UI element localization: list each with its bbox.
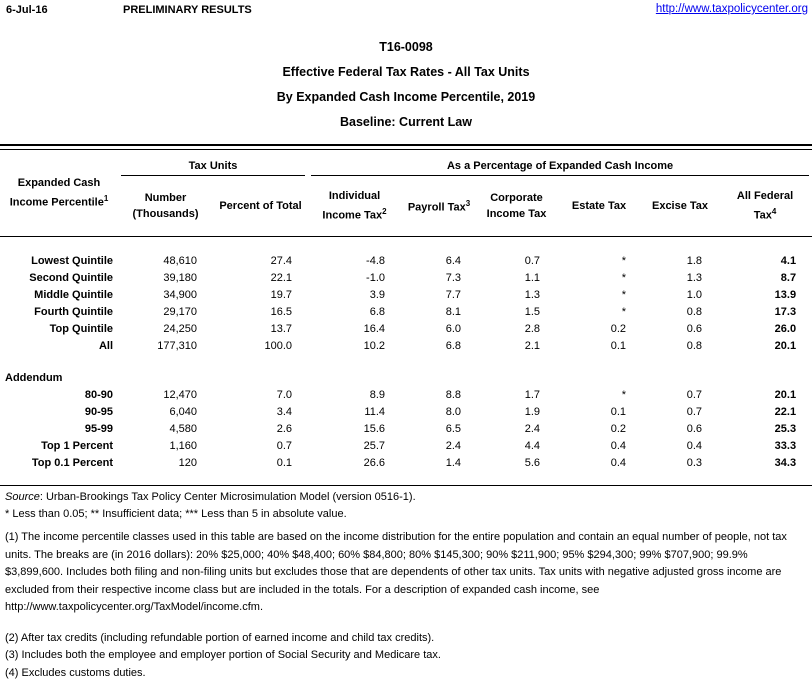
value-cell: * [621,305,627,318]
preliminary-results-label: PRELIMINARY RESULTS [123,4,252,16]
source-label: Source [5,491,40,503]
header-label-line: (Thousands) [132,208,199,220]
value-cell: 0.3 [686,456,703,469]
value-cell: 34.3 [774,456,797,469]
table-row [0,337,812,354]
row-label: All [98,339,113,352]
value-cell: 19.7 [270,288,293,301]
header-label-line: Excise Tax [651,200,709,212]
addendum-row [0,369,812,386]
value-cell: 6,040 [169,405,197,418]
value-cell: 48,610 [163,254,197,267]
value-cell: * [621,271,627,284]
title-block [0,41,812,129]
column-header [718,176,812,237]
footnote-ref: 2 [382,207,387,217]
legend-note: * Less than 0.05; ** Insufficient data; *** Less than 5 in absolute value. [5,508,347,520]
value-cell: 1.4 [445,456,462,469]
value-cell: 0.1 [610,405,627,418]
value-cell: 12,470 [163,388,197,401]
value-cell: 0.2 [610,422,627,435]
value-cell: 1.8 [686,254,703,267]
value-cell: 0.7 [686,388,703,401]
row-label: Top 0.1 Percent [31,456,113,469]
value-cell: 1.3 [524,288,541,301]
table-body [0,237,812,486]
value-cell: -1.0 [366,271,386,284]
footnote-4: (4) Excludes customs duties. [5,666,146,679]
topbar [0,0,812,19]
value-cell: 25.3 [774,422,797,435]
table-header [0,150,812,237]
value-cell: * [621,254,627,267]
table-row [0,454,812,471]
title-line-1: Effective Federal Tax Rates - All Tax Units [282,65,530,79]
value-cell: 0.1 [610,339,627,352]
header-label-line: Income Tax$^2$ [322,207,387,222]
value-cell: 29,170 [163,305,197,318]
value-cell: 177,310 [157,339,197,352]
value-cell: 7.7 [445,288,462,301]
value-cell: 34,900 [163,288,197,301]
value-cell: 22.1 [270,271,293,284]
value-cell: 8.0 [445,405,462,418]
row-label: 80-90 [84,388,113,401]
value-cell: 16.5 [270,305,293,318]
value-cell: 0.6 [686,422,703,435]
value-cell: 17.3 [774,305,797,318]
value-cell: 0.7 [524,254,541,267]
group-header [118,150,308,176]
title-line-2: By Expanded Cash Income Percentile, 2019 [276,90,536,104]
value-cell: 1.0 [686,288,703,301]
value-cell: 2.4 [445,439,462,452]
footnote-2: (2) After tax credits (including refundable portion of earned income and child tax credits). [5,631,435,644]
header-label-row [0,176,812,237]
spacer-row [0,471,812,485]
value-cell: -4.8 [366,254,386,267]
value-cell: 1.9 [524,405,541,418]
value-cell: 10.2 [363,339,386,352]
value-cell: 6.8 [445,339,462,352]
value-cell: 7.0 [276,388,293,401]
row-label: Top 1 Percent [41,439,113,452]
value-cell: 6.4 [445,254,462,267]
value-cell: 26.0 [774,322,797,335]
value-cell: * [621,388,627,401]
source-note [5,489,807,506]
report-id: T16-0098 [379,40,433,54]
table-row [0,420,812,437]
value-cell: 7.3 [445,271,462,284]
value-cell: 8.1 [445,305,462,318]
value-cell: 27.4 [270,254,293,267]
value-cell: 33.3 [774,439,797,452]
footnote-ref: 3 [465,199,471,209]
table-row [0,286,812,303]
value-cell: 1,160 [169,439,197,452]
addendum-label: Addendum [5,371,63,384]
value-cell: 1.5 [524,305,541,318]
row-label: Middle Quintile [34,288,113,301]
group-header-label: As a Percentage of Expanded Cash Income [311,155,809,176]
value-cell: * [621,288,627,301]
value-cell: 3.4 [276,405,293,418]
column-header [477,176,556,237]
footnotes [0,486,812,682]
value-cell: 15.6 [363,422,386,435]
notes-container [5,529,807,682]
spacer-cell [0,354,812,369]
value-cell: 6.8 [369,305,386,318]
stub-header [0,150,118,237]
value-cell: 1.3 [686,271,703,284]
value-cell: 16.4 [363,322,386,335]
header-label-line: Percent of Total [219,200,302,212]
header-label-line: Income Tax [486,208,547,220]
value-cell: 22.1 [774,405,797,418]
table-row [0,386,812,403]
spacer-row [0,237,812,253]
header-group-row [0,150,812,176]
value-cell: 4.1 [780,254,797,267]
footnote-ref: 4 [771,207,777,217]
spacer-row [0,354,812,369]
header-label-line: Estate Tax [571,200,627,212]
row-label: Fourth Quintile [34,305,113,318]
value-cell: 6.0 [445,322,462,335]
value-cell: 0.4 [610,439,627,452]
header-label-line: Corporate [490,192,543,204]
value-cell: 0.8 [686,305,703,318]
header-label-line: Tax$^4$ [753,207,777,222]
column-header [642,176,718,237]
value-cell: 2.8 [524,322,541,335]
value-cell: 1.7 [524,388,541,401]
value-cell: 8.9 [369,388,386,401]
value-cell: 100.0 [264,339,293,352]
table-row [0,320,812,337]
value-cell: 2.4 [524,422,541,435]
value-cell: 0.2 [610,322,627,335]
value-cell: 0.6 [686,322,703,335]
row-label: Lowest Quintile [31,254,113,267]
value-cell: 2.1 [524,339,541,352]
value-cell: 6.5 [445,422,462,435]
footnote-1: (1) The income percentile classes used in this table are based on the income distribution for the entire population and contain an equal number of people, not tax units. The breaks are (in 2016 dollars): 20% $25,000; 40% $48,400; 60% $84,800; 80% $145,300; 90% $211,900; 95% $294,300; 99% $707,900; 99.9% $3,899,600. Includes both filing and non-filing units but excludes those that are dependents of other tax units. Tax units with negative adjusted gross income are excluded from their respective income class but are included in the totals. For a description of expanded cash income, see http://www.taxpolicycenter.org/TaxModel/income.cfm. [5,531,787,613]
value-cell: 8.8 [445,388,462,401]
column-header [556,176,642,237]
value-cell: 11.4 [364,405,386,418]
value-cell: 20.1 [774,339,797,352]
value-cell: 39,180 [163,271,197,284]
header-label-line: Income Percentile$^1$ [9,194,109,209]
value-cell: 5.6 [524,456,541,469]
spacer-cell [0,237,812,253]
value-cell: 4,580 [169,422,197,435]
header-label-line: Individual [328,190,381,203]
value-cell: 0.7 [686,405,703,418]
value-cell: 8.7 [780,271,797,284]
value-cell: 0.8 [686,339,703,352]
value-cell: 4.4 [524,439,541,452]
column-header [401,176,477,237]
row-label: Second Quintile [29,271,113,284]
value-cell: 3.9 [369,288,386,301]
row-label: 95-99 [84,422,113,435]
group-header-label: Tax Units [121,155,305,176]
spacer-cell [0,471,812,485]
column-header [118,176,213,237]
row-label: Top Quintile [49,322,113,335]
value-cell: 1.1 [524,271,541,284]
header-label-line: All Federal [736,190,794,203]
table-row [0,269,812,286]
column-header [213,176,308,237]
value-cell: 26.6 [363,456,386,469]
value-cell: 0.4 [610,456,627,469]
column-header [308,176,401,237]
table-row [0,403,812,420]
header-label-line: Number [144,192,187,204]
value-cell: 0.4 [686,439,703,452]
value-cell: 25.7 [363,439,386,452]
value-cell: 20.1 [774,388,797,401]
tax-rate-table [0,150,812,485]
tpc-url-link[interactable]: http://www.taxpolicycenter.org [655,3,808,15]
group-header [308,150,812,176]
footnote-3: (3) Includes both the employee and employer portion of Social Security and Medicare tax. [5,649,441,661]
table-row [0,303,812,320]
table-row [0,252,812,269]
report-date: 6-Jul-16 [6,4,48,16]
source-text: : Urban-Brookings Tax Policy Center Microsimulation Model (version 0516-1). [39,491,416,503]
value-cell: 120 [178,456,197,469]
value-cell: 24,250 [163,322,197,335]
value-cell: 0.1 [276,456,293,469]
value-cell: 2.6 [276,422,293,435]
row-label: 90-95 [84,405,113,418]
table-row [0,437,812,454]
value-cell: 13.9 [774,288,797,301]
value-cell: 0.7 [276,439,293,452]
title-line-3: Baseline: Current Law [340,115,472,129]
footnote-ref: 1 [103,194,109,204]
header-label-line: Expanded Cash [17,177,101,190]
header-label-line: Payroll Tax$^3$ [407,199,471,214]
value-cell: 13.7 [270,322,293,335]
